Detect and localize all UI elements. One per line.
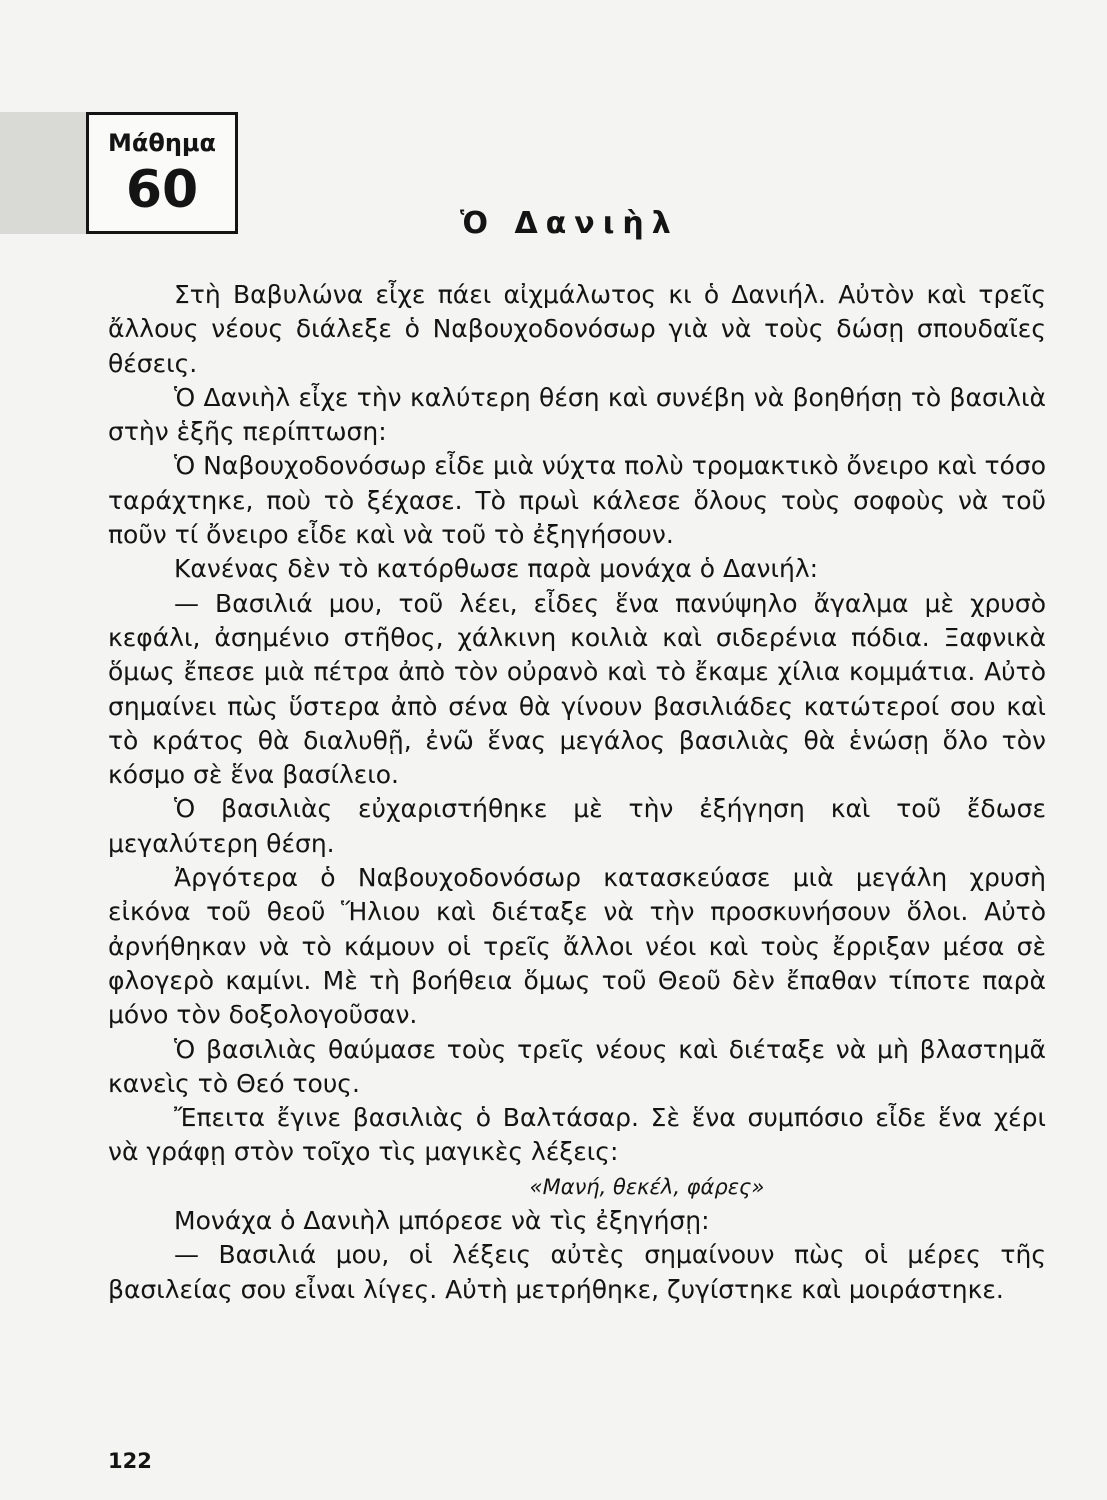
- paragraph: Ὁ Δανιὴλ εἶχε τὴν καλύτερη θέση καὶ συνέβη νὰ βοηθήσῃ τὸ βασιλιὰ στὴν ἑξῆς περίπτωση:: [108, 382, 1046, 447]
- paragraph: — Βασιλιά μου, τοῦ λέει, εἶδες ἕνα πανύψηλο ἄγαλμα μὲ χρυσὸ κεφάλι, ἀσημένιο στῆθος, χάλκινη κοιλιὰ καὶ σιδερένια πόδια. Ξαφνικὰ ὅμως ἔπεσε μιὰ πέτρα ἀπὸ τὸν οὐρανὸ καὶ τὸ ἔκαμε χίλια κομμάτια. Αὐτὸ σημαίνει πὼς ὕστερα ἀπὸ σένα θὰ γίνουν βασιλιάδες κατώτεροί σου καὶ τὸ κράτος θὰ διαλυθῇ, ἐνῶ ἕνας μεγάλος βασιλιὰς θὰ ἑνώσῃ ὅλο τὸν κόσμο σὲ ἕνα βασίλειο.: [108, 588, 1046, 790]
- lesson-label: Μάθημα: [107, 129, 217, 157]
- paragraph: Στὴ Βαβυλώνα εἶχε πάει αἰχμάλωτος κι ὁ Δανιήλ. Αὐτὸν καὶ τρεῖς ἄλλους νέους διάλεξε ὁ Ναβουχοδονόσωρ γιὰ νὰ τοὺς δώσῃ σπουδαῖες θέσεις.: [108, 280, 1046, 378]
- lesson-text: [108, 278, 1046, 1307]
- paragraph: Κανένας δὲν τὸ κατόρθωσε παρὰ μονάχα ὁ Δανιήλ:: [174, 554, 819, 584]
- lesson-badge: [86, 112, 238, 234]
- paragraph: — Βασιλιά μου, οἱ λέξεις αὐτὲς σημαίνουν πὼς οἱ μέρες τῆς βασιλείας σου εἶναι λίγες. Αὐτὴ μετρήθηκε, ζυγίστηκε καὶ μοιράστηκε.: [108, 1240, 1046, 1304]
- paragraph: Ἔπειτα ἔγινε βασιλιὰς ὁ Βαλτάσαρ. Σὲ ἕνα συμπόσιο εἶδε ἕνα χέρι νὰ γράφῃ στὸν τοῖχο τὶς μαγικὲς λέξεις:: [108, 1103, 1046, 1167]
- margin-band: [0, 112, 90, 234]
- page-number: 122: [108, 1449, 152, 1473]
- paragraph: Ὁ βασιλιὰς θαύμασε τοὺς τρεῖς νέους καὶ διέταξε νὰ μὴ βλαστημᾶ κανεὶς τὸ Θεό τους.: [108, 1034, 1046, 1098]
- paragraph: Ἀργότερα ὁ Ναβουχοδονόσωρ κατασκεύασε μιὰ μεγάλη χρυσὴ εἰκόνα τοῦ θεοῦ Ἥλιου καὶ διέταξε νὰ τὴν προσκυνήσουν ὅλοι. Αὐτὸ ἀρνήθηκαν νὰ τὸ κάμουν οἱ τρεῖς ἄλλοι νέοι καὶ τοὺς ἔρριξαν μέσα σὲ φλογερὸ καμίνι. Μὲ τὴ βοήθεια ὅμως τοῦ Θεοῦ δὲν ἔπαθαν τίποτε παρὰ μόνο τὸν δοξολογοῦσαν.: [108, 863, 1046, 1030]
- paragraph: Ὁ βασιλιὰς εὐχαριστήθηκε μὲ τὴν ἐξήγηση καὶ τοῦ ἔδωσε μεγαλύτερη θέση.: [108, 794, 1046, 858]
- paragraph: Μονάχα ὁ Δανιὴλ μπόρεσε νὰ τὶς ἐξηγήσῃ:: [174, 1206, 710, 1236]
- lesson-number: 60: [125, 160, 199, 220]
- page-title: Ὁ Δανιὴλ: [460, 206, 679, 241]
- paragraph: Ὁ Ναβουχοδονόσωρ εἶδε μιὰ νύχτα πολὺ τρομακτικὸ ὄνειρο καὶ τόσο ταράχτηκε, ποὺ τὸ ξέχασε. Τὸ πρωὶ κάλεσε ὅλους τοὺς σοφοὺς νὰ τοῦ ποῦν τί ὄνειρο εἶδε καὶ νὰ τοῦ τὸ ἐξηγήσουν.: [108, 451, 1046, 550]
- magic-words-quote: «Μανή, θεκέλ, φάρες»: [529, 1174, 765, 1199]
